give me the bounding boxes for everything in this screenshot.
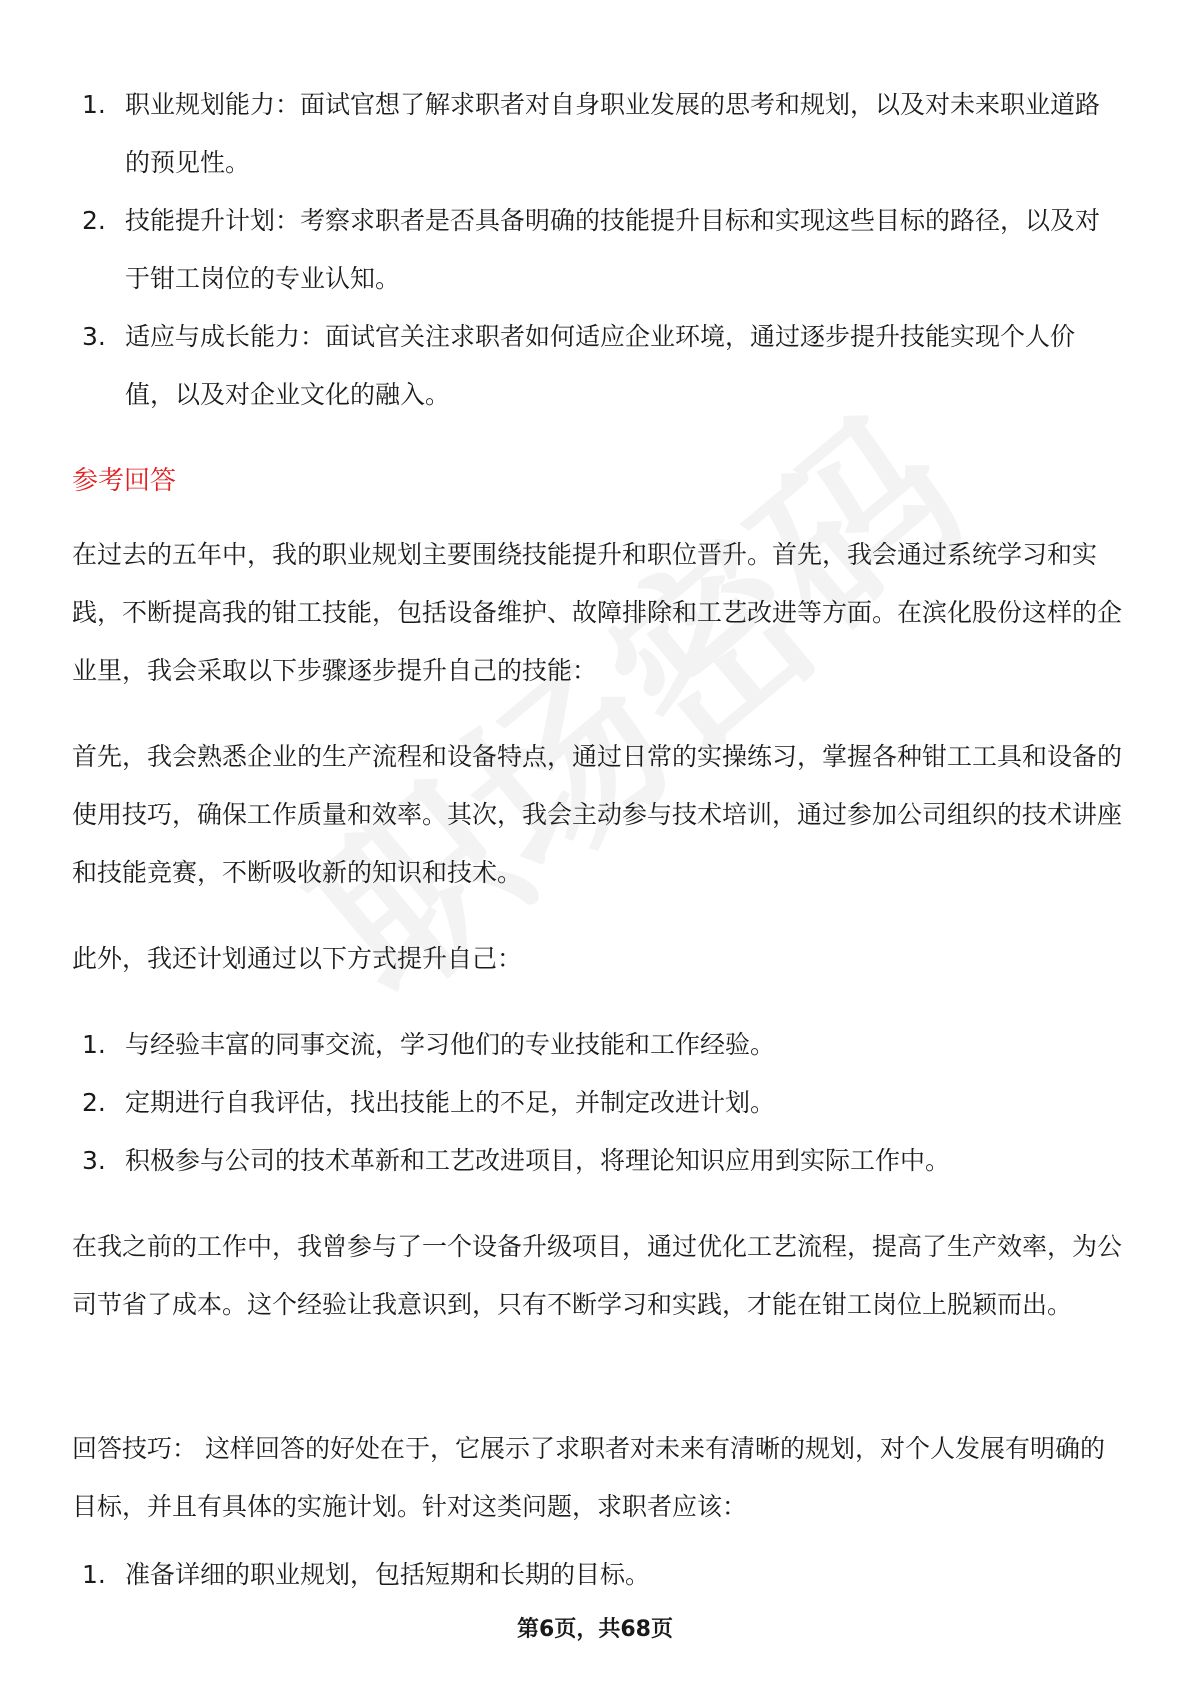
- list-item-text: 技能提升计划：考察求职者是否具备明确的技能提升目标和实现这些目标的路径，以及对于钳工岗位的专业认知。: [125, 206, 1101, 293]
- list-item-number: 3.: [82, 322, 106, 351]
- experience-paragraph: 在我之前的工作中，我曾参与了一个设备升级项目，通过优化工艺流程，提高了生产效率，为公司节省了成本。这个经验让我意识到，只有不断学习和实践，才能在钳工岗位上脱颖而出。: [72, 1232, 1123, 1319]
- list-item-text: 积极参与公司的技术革新和工艺改进项目，将理论知识应用到实际工作中。: [125, 1146, 951, 1175]
- answer-paragraph-2: 首先，我会熟悉企业的生产流程和设备特点，通过日常的实操练习，掌握各种钳工工具和设备的使用技巧，确保工作质量和效率。其次，我会主动参与技术培训，通过参加公司组织的技术讲座和技能竞赛，不断吸收新的知识和技术。: [72, 742, 1123, 887]
- list-item-text: 职业规划能力：面试官想了解求职者对自身职业发展的思考和规划，以及对未来职业道路的预见性。: [125, 90, 1101, 177]
- answer-paragraph-1: 在过去的五年中，我的职业规划主要围绕技能提升和职位晋升。首先，我会通过系统学习和实践，不断提高我的钳工技能，包括设备维护、故障排除和工艺改进等方面。在滨化股份这样的企业里，我会采取以下步骤逐步提升自己的技能：: [72, 540, 1123, 685]
- list-item-number: 1.: [82, 1560, 106, 1589]
- list-item-number: 2.: [82, 206, 106, 235]
- list-item-number: 3.: [82, 1146, 106, 1175]
- section-heading: 参考回答: [72, 466, 177, 496]
- list-item-text: 准备详细的职业规划，包括短期和长期的目标。: [125, 1560, 651, 1589]
- list-item-number: 1.: [82, 90, 106, 119]
- list-item-text: 与经验丰富的同事交流，学习他们的专业技能和工作经验。: [125, 1030, 776, 1059]
- list-item-text: 定期进行自我评估，找出技能上的不足，并制定改进计划。: [125, 1088, 776, 1117]
- page-number: 第6页，共68页: [517, 1617, 673, 1642]
- list-item-number: 2.: [82, 1088, 106, 1117]
- list-item-number: 1.: [82, 1030, 106, 1059]
- answer-tips-paragraph: 回答技巧： 这样回答的好处在于，它展示了求职者对未来有清晰的规划，对个人发展有明确的目标，并且有具体的实施计划。针对这类问题，求职者应该：: [72, 1434, 1105, 1521]
- list-item-text: 适应与成长能力：面试官关注求职者如何适应企业环境，通过逐步提升技能实现个人价值，以及对企业文化的融入。: [125, 322, 1076, 409]
- answer-paragraph-3: 此外，我还计划通过以下方式提升自己：: [72, 944, 523, 973]
